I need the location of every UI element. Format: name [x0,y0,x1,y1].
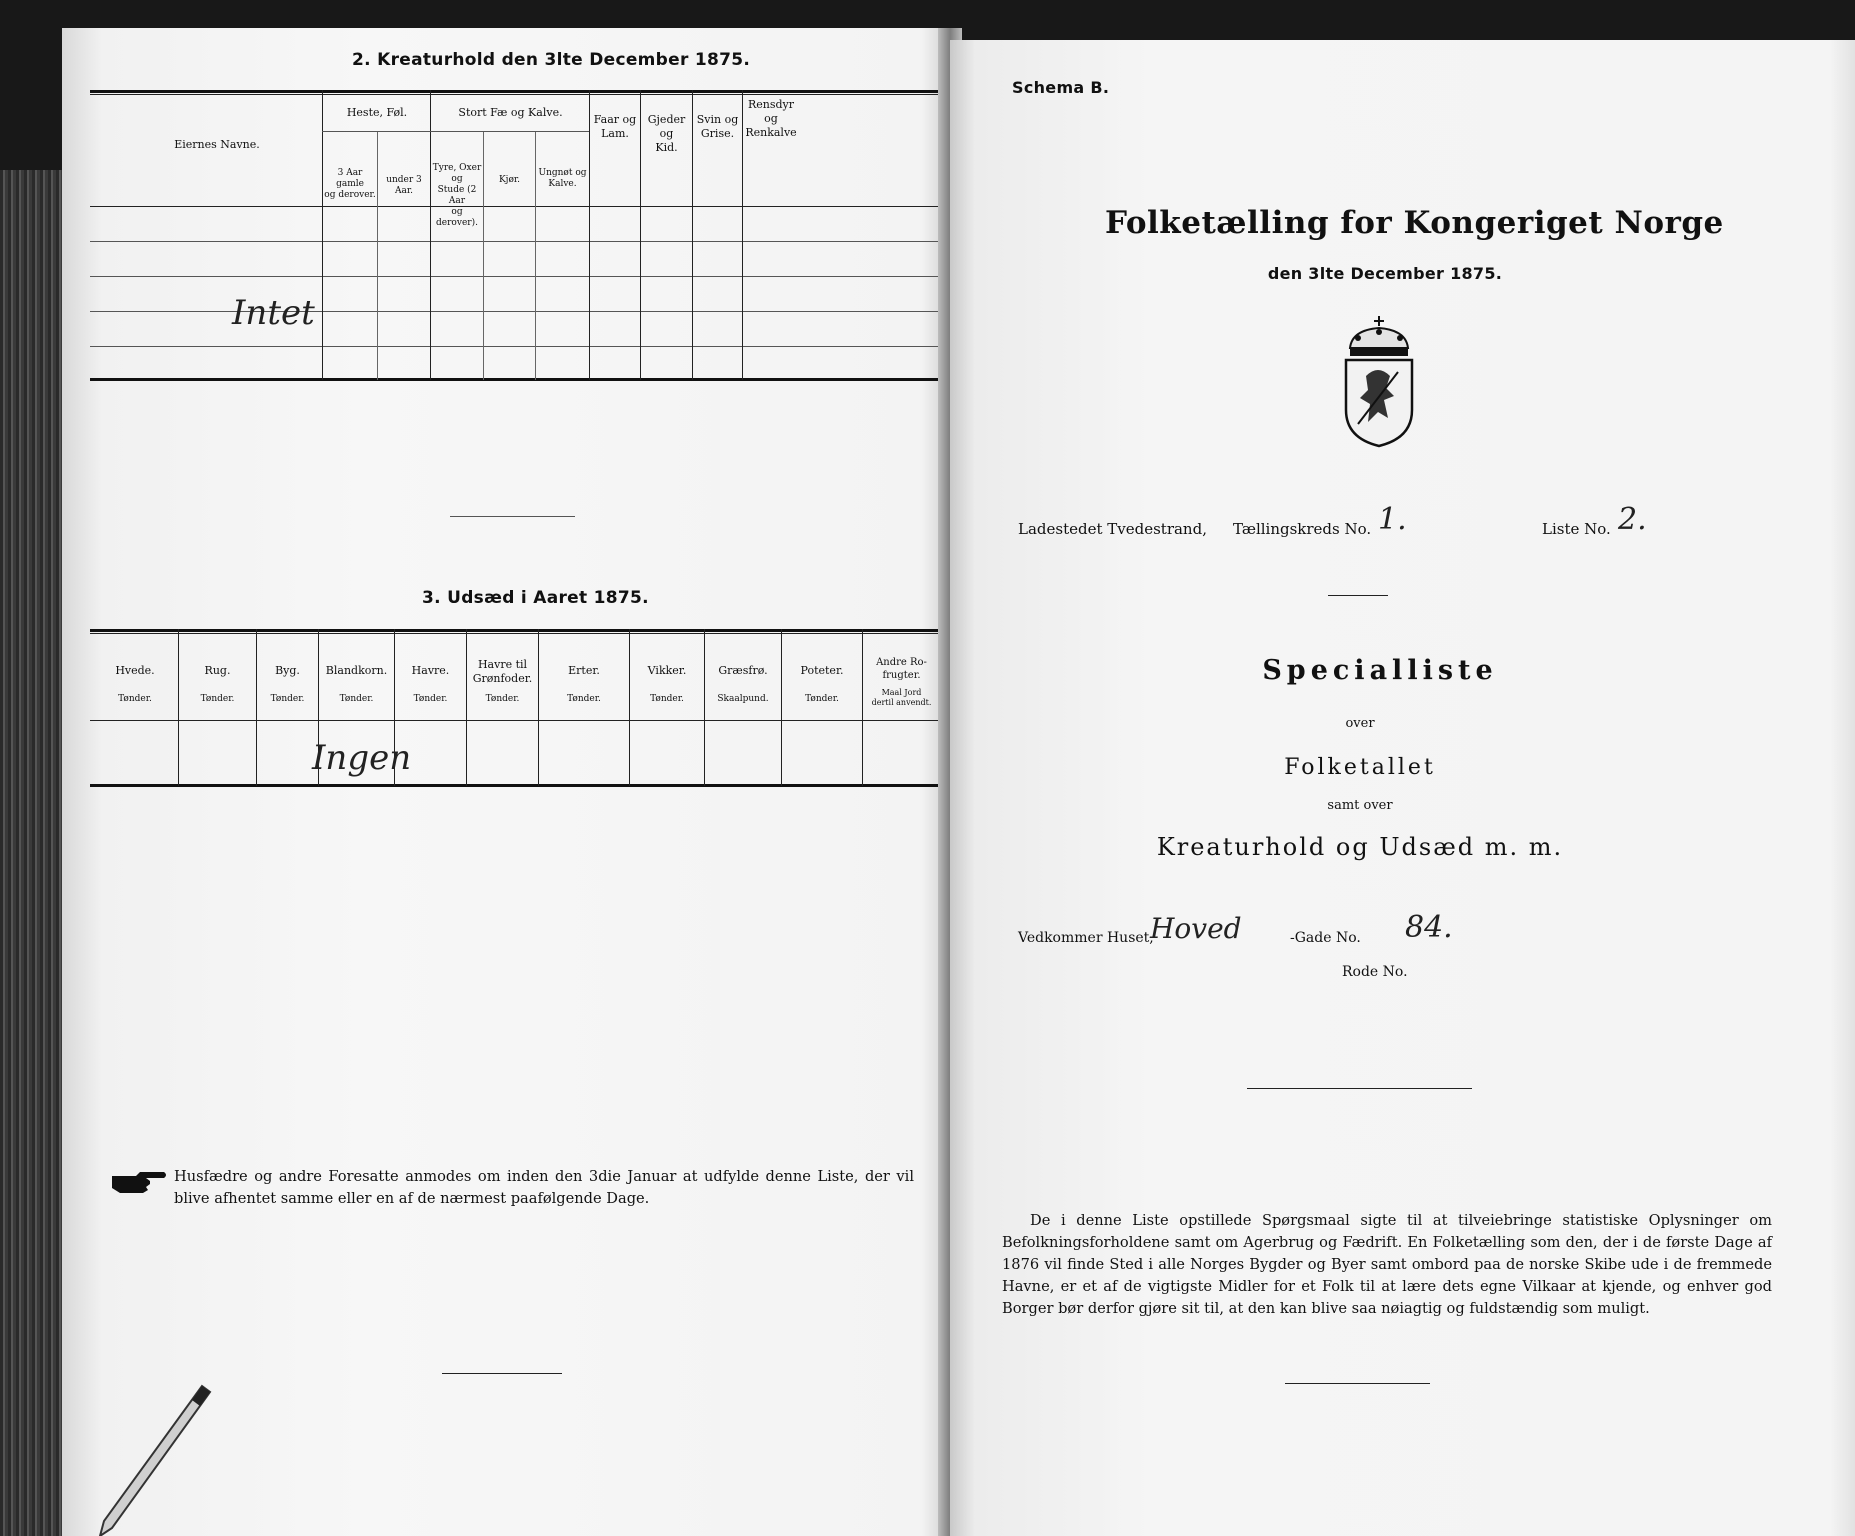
kreaturhold-line: Kreaturhold og Udsæd m. m. [1156,833,1564,861]
group-header: Stort Fæ og Kalve. [458,106,563,119]
folketallet-text: Folketallet [1284,755,1436,780]
table-col-line [704,629,705,786]
date-subtitle: den 3lte December 1875. [1267,264,1503,283]
vedkommer-label: Vedkommer Huset, [1018,930,1154,946]
table-col-line [466,629,467,786]
seed-col-unit: Tønder. [413,694,448,704]
sub-header: Kjør. [498,175,521,185]
table-group-line [322,131,589,132]
seed-col-unit: Tønder. [485,694,520,704]
gade-value: 84. [1405,910,1453,945]
schema-label: Schema B. [1012,78,1110,97]
table-col-line [322,90,323,380]
seed-col-header: Erter. [568,664,600,677]
seed-col-header: Græsfrø. [718,664,768,677]
pen-icon [82,1378,242,1536]
notice-text: Husfædre og andre Foresatte anmodes om inden den 3die Januar at udfylde denne Liste, der vil blive afhentet samme eller en af de nærmest paafølgende Dage. [174,1168,914,1207]
rode-label: Rode No. [1342,964,1408,980]
norwegian-coat-of-arms-icon [1338,314,1420,452]
sub-header: Ungnøt og Kalve. [538,168,587,189]
seed-col-header: Havre. [411,664,450,677]
handwritten-entry: Ingen [312,738,412,778]
table-rule [90,90,950,93]
table-rule [90,633,950,634]
liste-label: Liste No. [1542,520,1611,538]
table-col-line [781,629,782,786]
table-row-line [90,276,950,277]
group-header: Faar og Lam. [593,113,637,140]
seed-col-unit: Tønder. [567,694,601,704]
table-col-line [377,131,378,380]
seed-col-header: Blandkorn. [325,664,388,677]
table-col-line [483,131,484,380]
section-3-title: 3. Udsæd i Aaret 1875. [422,588,649,608]
seed-col-unit: Maal Jord dertil anvendt. [871,688,932,707]
group-header: Heste, Føl. [346,106,408,119]
table-row-line [90,311,950,312]
street-value: Hoved [1150,912,1242,945]
seed-col-header: Havre til Grønfoder. [472,658,533,685]
kreds-label: Tællingskreds No. [1233,520,1372,538]
separator [1328,595,1388,596]
table-col-line [538,629,539,786]
separator [442,1373,562,1374]
sub-header: 3 Aar gamle og derover. [324,168,376,200]
seed-col-header: Poteter. [800,664,844,677]
separator [450,516,575,517]
gade-label: -Gade No. [1290,930,1361,946]
table-rule [90,206,950,207]
table-col-line [178,629,179,786]
seed-col-unit: Tønder. [200,694,235,704]
table-row-line [90,241,950,242]
seed-col-header: Vikker. [647,664,687,677]
samt-over-text: samt over [1327,798,1393,813]
section-2-title: 2. Kreaturhold den 3lte December 1875. [352,50,751,70]
seed-col-unit: Tønder. [805,694,839,704]
handwritten-entry: Intet [232,293,315,333]
table-rule [90,629,950,632]
body-paragraph: De i denne Liste opstillede Spørgsmaal sigte til at tilveiebringe statistiske Oplysninger om Befolkningsforholdene samt om Agerbrug og Fædrift. En Folketælling som den, der i de første Dage af 1876 vil finde Sted i alle Norges Bygder og Byer samt ombord paa de norske Skibe ude i de fremmede Havne, er et af de vigtigste Midler for et Folk til at lære dets egne Vilkaar at kjende, og enhver god Borger bør derfor gjøre sit til, at den kan blive saa nøiagtig og fuldstændig som muligt. [1002,1212,1772,1317]
specialliste-title: Specialliste [1262,655,1498,686]
seed-col-header: Rug. [204,664,231,677]
table-rule [90,784,950,787]
table-row-line [90,346,950,347]
seed-col-unit: Skaalpund. [717,694,769,704]
left-page [62,28,950,1536]
seed-col-unit: Tønder. [270,694,305,704]
over-text: over [1345,716,1375,731]
sub-header: under 3 Aar. [386,175,422,196]
table-col-line [430,90,431,380]
separator [1247,1088,1472,1089]
book-edge [0,170,62,1536]
right-page [950,40,1855,1536]
sub-header: Tyre, Oxer og Stude (2 Aar og derover). [432,163,482,228]
seed-col-header: Byg. [275,664,300,677]
seed-col-unit: Tønder. [118,694,152,704]
seed-col-unit: Tønder. [650,694,684,704]
pointing-hand-icon [110,1168,168,1200]
group-header: Svin og Grise. [696,113,739,140]
seed-col-header: Hvede. [115,664,155,677]
group-header: Rensdyr og Renkalve [745,98,797,139]
ladestedet-label: Ladestedet Tvedestrand, [1018,520,1207,538]
group-header: Gjeder og Kid. [647,113,686,154]
separator [1285,1383,1430,1384]
table-col-line [629,629,630,786]
seed-col-header: Andre Ro- frugter. [876,657,927,681]
kreds-value: 1. [1378,502,1407,537]
liste-value: 2. [1618,502,1647,537]
owner-name-header: Eiernes Navne. [174,138,260,151]
seed-col-unit: Tønder. [339,694,374,704]
table-rule [90,378,950,381]
table-rule [90,94,950,95]
table-col-line [256,629,257,786]
table-rule [90,720,950,721]
main-title: Folketælling for Kongeriget Norge [1105,205,1724,241]
